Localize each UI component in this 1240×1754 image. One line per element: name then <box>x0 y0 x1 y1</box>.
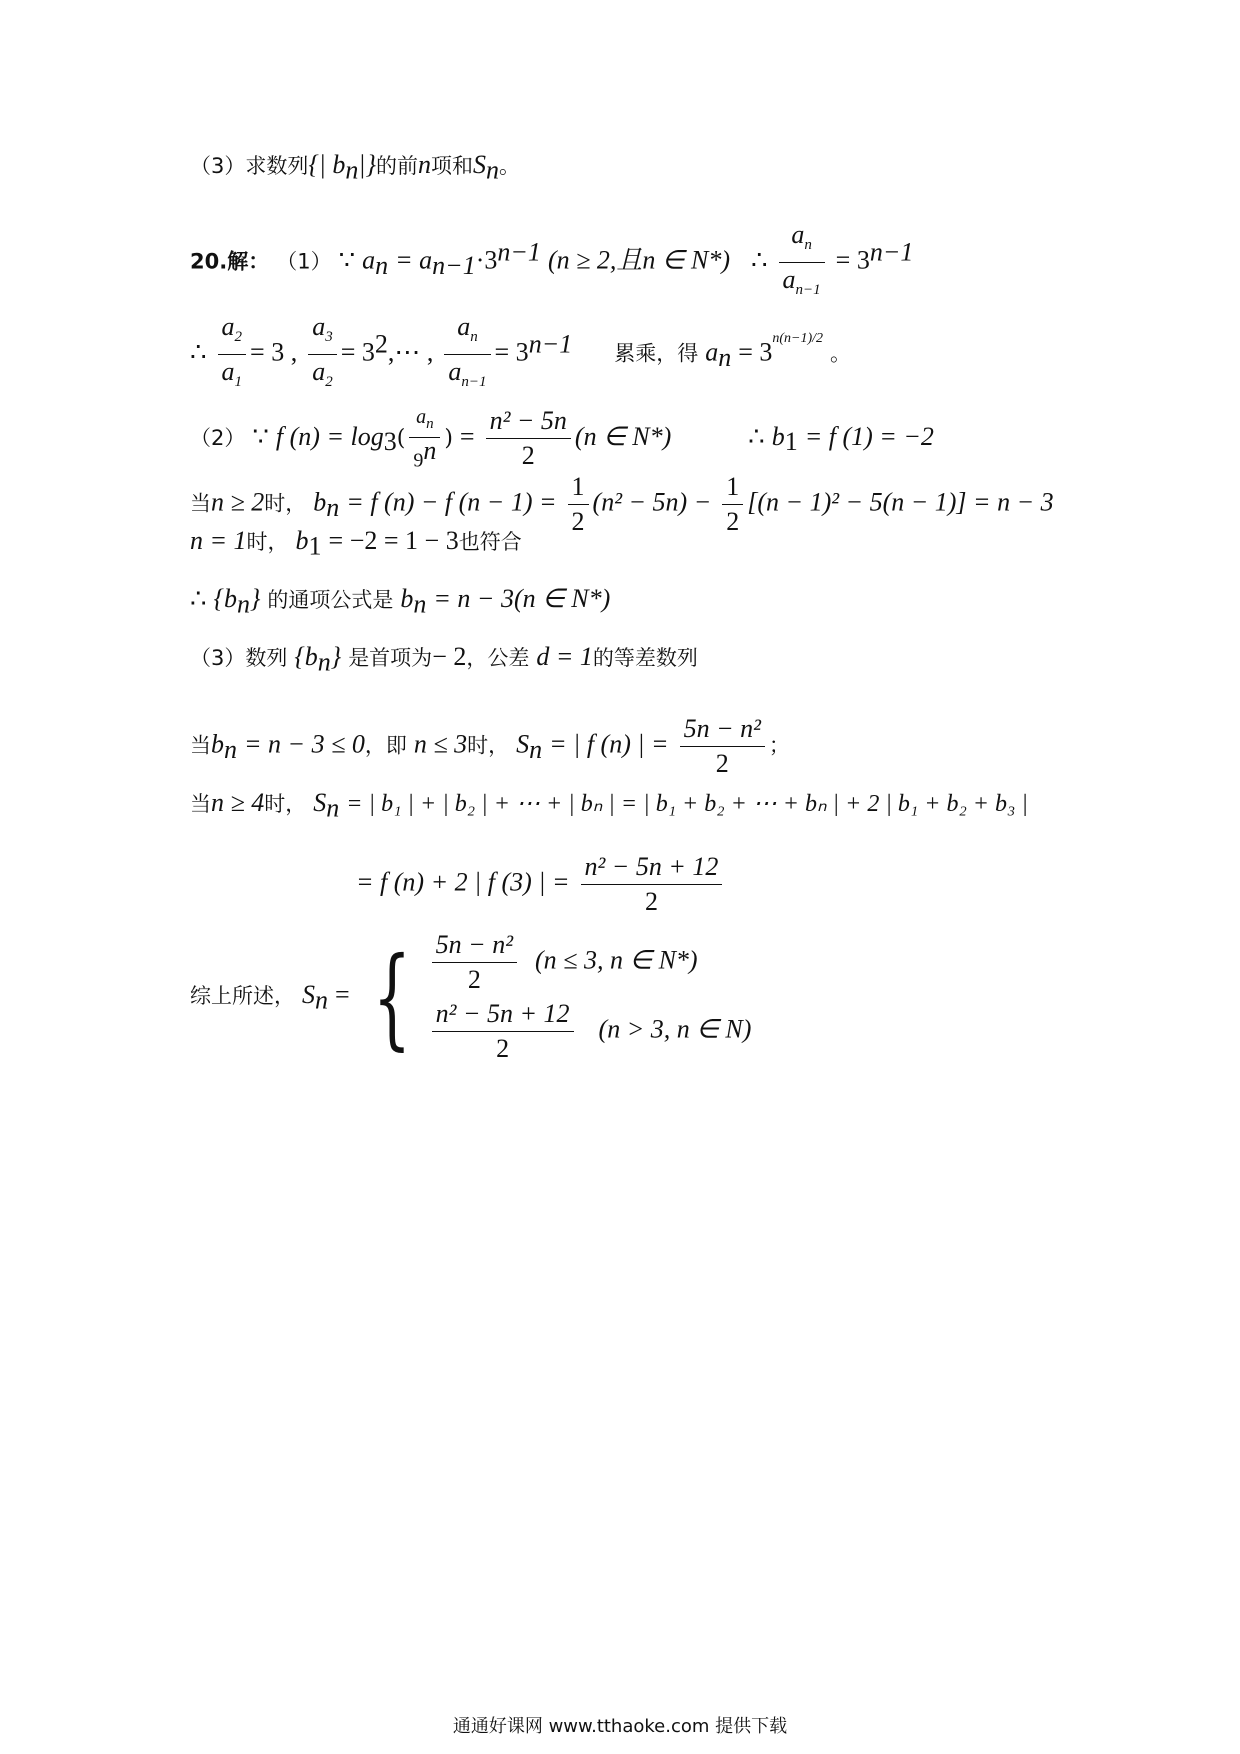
part2-label: （2） <box>190 425 246 450</box>
footer-credit: 通通好课网 www.tthaoke.com 提供下载 <box>452 1716 788 1737</box>
c2-cond: (n > 3, n ∈ N) <box>598 1014 752 1044</box>
n1-rhs: = −2 = 1 − 3 <box>328 526 459 555</box>
summary-text: 综上所述， <box>190 984 295 1008</box>
ratio-2-exp: 2 <box>374 329 388 359</box>
ge4-line2: = f (n) + 2 | f (3) | = <box>356 867 570 897</box>
therefore-symbol: ∴ <box>751 245 768 275</box>
part2-eq: = <box>459 421 475 451</box>
n2-half-2: $\frac{1}{2}$ <box>722 470 743 539</box>
ge4-fraction <box>581 850 723 919</box>
part3-d: d = 1 <box>536 642 593 671</box>
le3-prefix: 当 <box>190 733 211 758</box>
le3-den: 2 <box>715 749 729 778</box>
product-text: 累乘，得 <box>614 341 699 366</box>
n2-cond: n ≥ 2 <box>211 487 265 517</box>
part2-fraction <box>486 404 571 473</box>
ge4-cond: n ≥ 4 <box>211 788 265 817</box>
part2-arg-den: 9 <box>413 449 424 472</box>
part3-text3: 的等差数列 <box>592 646 698 670</box>
summary-S: S <box>302 980 315 1009</box>
le3-num: 5n − n² <box>680 712 765 747</box>
summary-case-1 <box>428 928 752 997</box>
result-rhs: = 3 <box>738 337 773 367</box>
because-symbol-2: ∵ <box>252 421 269 451</box>
n1-b: b <box>295 526 309 555</box>
n2-eq1: = f (n) − f (n − 1) = <box>346 487 557 517</box>
q3-S: S <box>472 150 486 179</box>
part2-line: （2） ∵ f $(n) = \log_3$( $\frac{a_n}{9^n}$ ) = $\frac{\text{n² − 5n}}{2}$ (n ∈ N*) ∴ $b_1 = f$ (1) = −2 <box>190 406 934 472</box>
le3-end: ； <box>768 733 790 758</box>
n2-paren: (n² − 5n) − <box>592 487 712 517</box>
question-3-prompt <box>190 150 520 185</box>
part3-label: （3）数列 <box>190 646 288 670</box>
ge4-shi: 时， <box>264 792 307 816</box>
case-ge-4-line2 <box>356 850 726 919</box>
part2-log-base: 3 <box>383 427 397 457</box>
part3-set: {b <box>294 642 318 671</box>
le3-cond: = n − 3 ≤ 0 <box>244 729 365 759</box>
general-set: {b <box>213 584 237 613</box>
part2-f: f (n) = log <box>275 421 384 451</box>
q3-set: {| b <box>308 150 346 179</box>
ratio-3-rhs: = 3 <box>494 337 529 367</box>
n2-shi: 时， <box>264 491 307 516</box>
therefore-symbol-3: ∴ <box>748 421 765 451</box>
n1-cond: n = 1 <box>190 526 247 555</box>
summary-line: 综上所述， $S_n$ = { $\frac{\text{5n − n²}}{2}$ (n ≤ 3, n ∈ N*) $\frac{\text{n² − 5n + 12}}{2}$ (n > 3, n ∈ N) <box>190 928 751 1066</box>
general-set-close: } <box>249 584 261 613</box>
part3-text1: 是首项为 <box>348 646 433 670</box>
summary-cases <box>428 928 752 1066</box>
general-b: b <box>400 584 414 613</box>
solution-title: 20.解： <box>190 249 270 274</box>
summary-case-2 <box>428 997 752 1066</box>
q3-set-close: |} <box>358 150 376 179</box>
ge4-den: 2 <box>644 887 658 916</box>
q3-end: 。 <box>498 154 520 178</box>
part2-num: n² − 5n <box>486 404 571 439</box>
part3-set-close: } <box>330 642 342 671</box>
ratio-an-an1: $\frac{a_n}{a_{n-1}}$ <box>444 310 490 399</box>
line-n-eq-1: n = 1时， $b_1 = -2 = 1 - 3$也符合 <box>190 526 522 561</box>
part1-label: （1） <box>276 249 332 274</box>
part1-frac-den: a <box>782 265 796 295</box>
case-le-3-line: 当$b_n = n - 3 \le 0$，即 n ≤ 3时， $S_n$ = | f (n) | = $\frac{\text{5n − n²}}{2}$ ； <box>190 712 790 781</box>
summary-eq: = <box>335 980 350 1009</box>
therefore-symbol-2: ∴ <box>190 337 207 367</box>
c2-den: 2 <box>496 1034 510 1063</box>
q3-tail: 项和 <box>430 154 473 178</box>
le3-fraction <box>680 712 765 781</box>
result-a: a <box>705 337 719 367</box>
part1-frac-num: a <box>791 220 805 249</box>
line-n-ge-2: 当n ≥ 2时， $b_n = f$ (n) − f (n − 1) = $\frac{1}{2}$ (n² − 5n) − $\frac{1}{2}$ [(n − 1)² − 5(n − 1)] = n − 3 <box>190 470 1054 539</box>
part2-log-arg: $\frac{a_n}{9^n}$ <box>409 404 440 474</box>
n2-half-1: $\frac{1}{2}$ <box>568 470 589 539</box>
result-end: 。 <box>830 341 852 366</box>
part2-b1-rhs: = f (1) = −2 <box>804 421 934 451</box>
ge4-num: n² − 5n + 12 <box>581 850 723 885</box>
part1-rhs-exp: n−1 <box>869 237 914 267</box>
general-term-line: ∴ $\{b_n\}$ 的通项公式是 $b_n = n - 3(n$ ∈ N*) <box>190 584 611 619</box>
c2-num: n² − 5n + 12 <box>432 997 574 1032</box>
ratio-dots: ,⋯ , <box>387 337 434 367</box>
q3-set-sub: n <box>345 155 359 185</box>
part1-cond: (n ≥ 2,且n ∈ N*) <box>547 245 731 275</box>
case-ge-4-line: 当n ≥ 4时， $S_n$ = | b₁ | + | b₂ | + ⋯ + | bₙ | = | b₁ + b₂ + ⋯ + bₙ | + 2 | b₁ + b₂ + b₃ | <box>190 788 1028 823</box>
part1-line: 20.解： （1） ∵ $a_n = a_{n-1}\cdot 3^{n-1}$ (n ≥ 2,且n ∈ N*) ∴ $\frac{a_n}{a_{n-1}}$ = $3^{n-1}$ <box>190 218 913 307</box>
ge4-S: S <box>313 788 327 817</box>
part1-line2 <box>190 310 851 399</box>
part3-first: − 2 <box>432 642 467 671</box>
part2-arg-num: a <box>416 406 427 428</box>
part2-b1: b <box>771 421 785 451</box>
le3-eq: = | f (n) | = <box>549 729 669 759</box>
q3-label: （3）求数列 <box>190 154 309 178</box>
result-a-sub: n <box>718 343 732 373</box>
part2-cond: (n ∈ N*) <box>574 421 672 451</box>
part1-fraction: $\frac{a_n}{a_{n-1}}$ <box>779 218 825 307</box>
part1-exp: n−1 <box>497 237 541 267</box>
ratio-a3-a2: $\frac{a_3}{a_2}$ <box>308 310 337 399</box>
part1-rhs: = 3 <box>835 245 870 275</box>
le3-S: S <box>516 729 530 759</box>
ratio-1-rhs: = 3 , <box>250 337 298 367</box>
result-exp: n(n−1)/2 <box>772 331 824 347</box>
le3-shi: 时， <box>467 733 510 758</box>
n2-b: b <box>313 487 327 517</box>
part1-a2: = a <box>395 245 433 275</box>
q3-S-sub: n <box>485 155 499 185</box>
general-rhs: = n − 3(n ∈ N*) <box>433 584 611 613</box>
le3-cond2: n ≤ 3 <box>413 729 468 759</box>
c1-den: 2 <box>467 965 481 994</box>
ge4-prefix: 当 <box>190 792 211 816</box>
part3-text2: ，公差 <box>466 646 530 670</box>
left-brace: { <box>372 933 411 1061</box>
ratio-2-rhs: = 3 <box>340 337 375 367</box>
part1-power-base: ·3 <box>475 245 498 275</box>
q3-middle: 的前 <box>375 154 418 178</box>
ratio-a2-a1: $\frac{a_2}{a_1}$ <box>218 310 247 399</box>
part2-den: 2 <box>521 441 535 471</box>
part3-line: （3）数列 $\{b_n\}$ 是首项为− 2，公差 d = 1的等差数列 <box>190 642 698 677</box>
because-symbol: ∵ <box>338 245 356 275</box>
c1-num: 5n − n² <box>432 928 517 963</box>
ge4-expr: = | b₁ | + | b₂ | + ⋯ + | bₙ | = | b₁ + b₂ + ⋯ + bₙ | + 2 | b₁ + b₂ + b₃ | <box>346 791 1028 817</box>
therefore-symbol-4: ∴ <box>190 584 207 613</box>
n2-bracket: [(n − 1)² − 5(n − 1)] = n − 3 <box>747 487 1054 517</box>
part1-frac-den-sub: n−1 <box>795 282 821 299</box>
q3-n: n <box>417 150 431 179</box>
general-text: 的通项公式是 <box>267 588 394 612</box>
n1-shi: 时， <box>246 530 289 554</box>
c1-cond: (n ≤ 3, n ∈ N*) <box>535 945 698 975</box>
le3-b: b <box>211 729 224 759</box>
n2-prefix: 当 <box>190 491 211 516</box>
le3-text1: ，即 <box>364 733 407 758</box>
n1-text: 也符合 <box>458 530 522 554</box>
ratio-3-exp: n−1 <box>528 329 573 359</box>
part1-a: a <box>362 245 376 275</box>
